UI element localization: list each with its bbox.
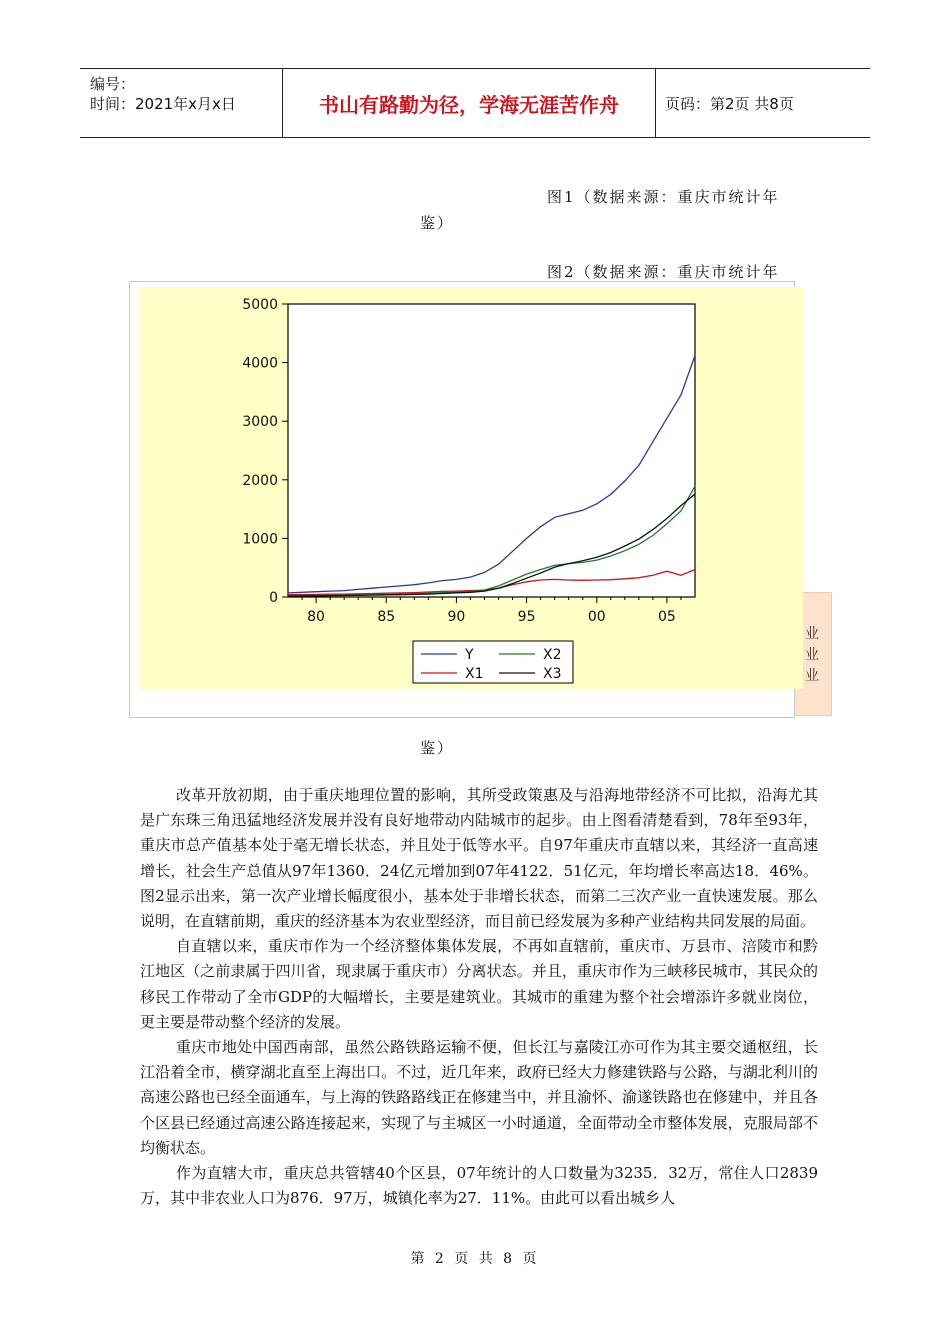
peach-text-3: 业 xyxy=(805,668,819,684)
x-tick-label: 90 xyxy=(447,609,466,625)
paragraph: 重庆市地处中国西南部，虽然公路铁路运输不便，但长江与嘉陵江亦可作为其主要交通枢纽，长江沿着全市，横穿湖北直至上海出口。不过，近几年来，政府已经大力修建铁路与公路，与湖北利川的高速公路也已经全面通车，与上海的铁路路线正在修建当中，并且渝怀、渝遂铁路也在修建中，并且各个区县已经通过高速公路连接起来，实现了与主城区一小时通道，全面带动全市整体发展，克服局部不均衡状态。 xyxy=(140,1038,818,1157)
y-tick-label: 3000 xyxy=(242,414,278,431)
legend-label-x2: X2 xyxy=(543,647,562,663)
number-label: 编号： xyxy=(90,75,136,93)
page-header xyxy=(80,68,870,138)
legend-label-x3: X3 xyxy=(543,666,562,682)
x-tick-label: 85 xyxy=(377,609,396,625)
legend-label-y: Y xyxy=(465,647,474,663)
header-info xyxy=(80,69,282,137)
x-tick-label: 00 xyxy=(587,609,606,625)
x-tick-label: 80 xyxy=(307,609,325,625)
y-tick-label: 5000 xyxy=(242,297,278,313)
figure2-caption-cont: 鉴） xyxy=(420,739,455,757)
figure2-caption: 图2（数据来源：重庆市统计年 xyxy=(547,263,780,281)
legend-label-x1: X1 xyxy=(465,666,484,682)
header-page-label: 页码：第2页 共8页 xyxy=(665,94,794,113)
x-tick-label: 95 xyxy=(517,609,536,625)
x-tick-label: 05 xyxy=(658,609,676,625)
y-tick-label: 0 xyxy=(269,590,278,606)
body-text xyxy=(140,783,818,1211)
y-tick-label: 4000 xyxy=(242,355,278,372)
y-tick-label: 1000 xyxy=(242,531,278,548)
header-motto: 书山有路勤为径，学海无涯苦作舟 xyxy=(282,69,656,137)
page-footer: 第 2 页 共 8 页 xyxy=(410,1251,540,1267)
paragraph: 自直辖以来，重庆市作为一个经济整体集体发展，不再如直辖前，重庆市、万县市、涪陵市和黔江地区（之前隶属于四川省，现隶属于重庆市）分离状态。并且，重庆市作为三峡移民城市，其民众的移民工作带动了全市GDP的大幅增长，主要是建筑业。其城市的重建为整个社会增添许多就业岗位，更主要是带动整个经济的发展。 xyxy=(140,937,818,1031)
line-chart xyxy=(139,287,803,689)
date-label: 时间：2021年x月x日 xyxy=(90,95,236,113)
paragraph: 作为直辖大市，重庆总共管辖40个区县，07年统计的人口数量为3235．32万，常住人口2839万，其中非农业人口为876．97万，城镇化率为27．11%。由此可以看出城乡人 xyxy=(140,1164,818,1208)
peach-text-2: 业 xyxy=(805,647,819,663)
paragraph: 改革开放初期，由于重庆地理位置的影响，其所受政策惠及与沿海地带经济不可比拟，沿海尤其是广东珠三角迅猛地经济发展并没有良好地带动内陆城市的起步。由上图看清楚看到，78年至93年，重庆市总产值基本处于毫无增长状态，并且处于低等水平。自97年重庆市直辖以来，其经济一直高速增长，社会生产总值从97年1360．24亿元增加到07年4122．51亿元，年均增长率高达18．46%。图2显示出来，第一次产业增长幅度很小，基本处于非增长状态，而第二三次产业一直快速发展。那么说明，在直辖前期，重庆的经济基本为农业型经济，而目前已经发展为多种产业结构共同发展的局面。 xyxy=(140,786,818,931)
figure1-caption-cont: 鉴） xyxy=(420,214,455,232)
plot-area xyxy=(288,304,695,597)
peach-text-1: 业 xyxy=(805,626,819,642)
figure1-caption: 图1（数据来源：重庆市统计年 xyxy=(547,188,780,206)
y-tick-label: 2000 xyxy=(242,472,278,489)
